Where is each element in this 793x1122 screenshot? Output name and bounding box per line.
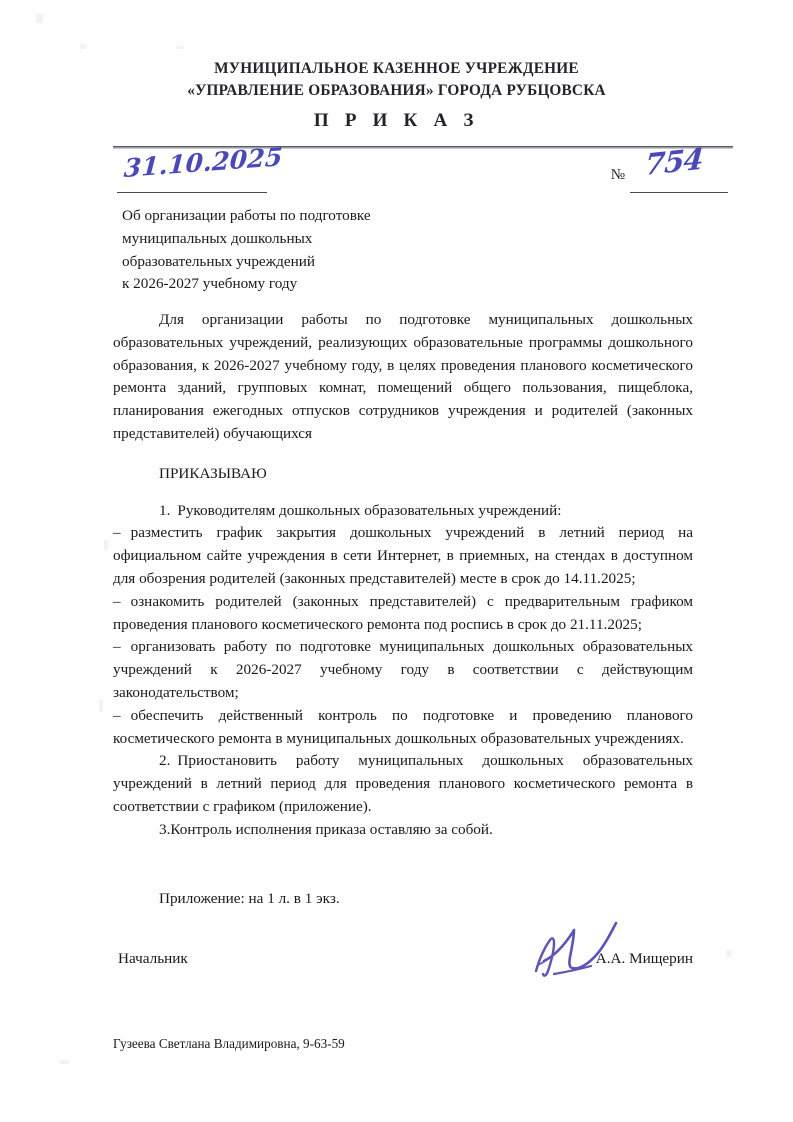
item-1-number: 1. xyxy=(159,501,171,519)
order-item-3 xyxy=(113,819,693,842)
scan-artifact xyxy=(80,44,86,49)
item-2-text: Приостановить работу муниципальных дошкольных образовательных учреждений в летний период для проведения планового косметического ремонта в соответствии с графиком (приложение). xyxy=(113,752,693,815)
organization-header xyxy=(70,58,723,101)
subitem-1-text: разместить график закрытия дошкольных учреждений в летний период на официальном сайте учреждения в сети Интернет, в приемных, на стендах в доступном для обозрения родителей (законных представителей) месте в срок до 14.11.2025; xyxy=(113,524,693,587)
scan-artifact xyxy=(176,46,184,49)
order-subitem-1 xyxy=(113,522,693,590)
organization-line-1: МУНИЦИПАЛЬНОЕ КАЗЕННОЕ УЧРЕЖДЕНИЕ xyxy=(214,60,579,77)
scan-artifact xyxy=(104,540,108,550)
subject-line-1: Об организации работы по подготовке xyxy=(122,207,371,224)
order-item-1 xyxy=(113,500,693,523)
subject-line-2: муниципальных дошкольных xyxy=(122,229,313,247)
scan-artifact xyxy=(60,1060,69,1064)
item-1-text: Руководителям дошкольных образовательных учреждений: xyxy=(177,501,562,519)
scan-artifact xyxy=(99,700,103,712)
number-field[interactable] xyxy=(630,141,728,193)
subject-line-4: к 2026-2027 учебному году xyxy=(122,275,298,293)
dash-bullet: – xyxy=(113,706,121,724)
subitem-4-text: обеспечить действенный контроль по подготовке и проведению планового косметического ремонта в муниципальных дошкольных образовательных учреждениях. xyxy=(113,706,693,747)
signer-name: А.А. Мищерин xyxy=(595,950,693,967)
order-subitem-2 xyxy=(113,591,693,637)
organization-line-2: «УПРАВЛЕНИЕ ОБРАЗОВАНИЯ» ГОРОДА РУБЦОВСКА xyxy=(187,81,606,99)
date-number-row xyxy=(113,141,733,196)
document-body xyxy=(113,309,693,842)
subject-line-3: образовательных учреждений xyxy=(122,252,315,270)
preamble-paragraph: Для организации работы по подготовке муниципальных дошкольных образовательных учреждений, реализующих образовательные программы дошкольного образования, к 2026-2027 учебному году, в целях проведения планового косметического ремонта зданий, групповых комнат, помещений общего пользования, пищеблока, планирования ежегодных отпусков сотрудников учреждения и родителей (законных представителей) обучающихся xyxy=(113,311,693,442)
handwritten-number: 754 xyxy=(644,141,705,182)
item-3-number: 3. xyxy=(159,820,171,838)
scan-artifact xyxy=(726,950,731,957)
order-item-2 xyxy=(113,750,693,818)
dash-bullet: – xyxy=(113,592,121,610)
document-subject xyxy=(122,205,452,296)
signer-title: Начальник xyxy=(118,950,188,967)
scan-artifact xyxy=(36,14,43,23)
handwritten-date: 31.10.2025 xyxy=(123,142,284,183)
order-keyword: ПРИКАЗЫВАЮ xyxy=(159,464,267,482)
order-subitem-3 xyxy=(113,636,693,704)
handwritten-signature-icon xyxy=(528,917,658,981)
document-kind-title: П Р И К А З xyxy=(313,110,480,131)
signature-block xyxy=(113,950,693,974)
executor-contact: Гузеева Светлана Владимировна, 9-63-59 xyxy=(113,1036,345,1051)
item-2-number: 2. xyxy=(159,752,171,770)
attachment-note: Приложение: на 1 л. в 1 экз. xyxy=(159,890,340,907)
dash-bullet: – xyxy=(113,638,121,656)
dash-bullet: – xyxy=(113,524,121,542)
order-subitem-4 xyxy=(113,705,693,751)
subitem-3-text: организовать работу по подготовке муниципальных дошкольных образовательных учреждений к 2026-2027 учебному году в соответствии с действующим законодательством; xyxy=(113,638,693,701)
subitem-2-text: ознакомить родителей (законных представителей) с предварительным графиком проведения планового косметического ремонта под роспись в срок до 21.11.2025; xyxy=(113,592,693,633)
number-label: № xyxy=(610,167,625,183)
item-3-text: Контроль исполнения приказа оставляю за собой. xyxy=(170,820,493,838)
date-field[interactable] xyxy=(117,142,284,193)
